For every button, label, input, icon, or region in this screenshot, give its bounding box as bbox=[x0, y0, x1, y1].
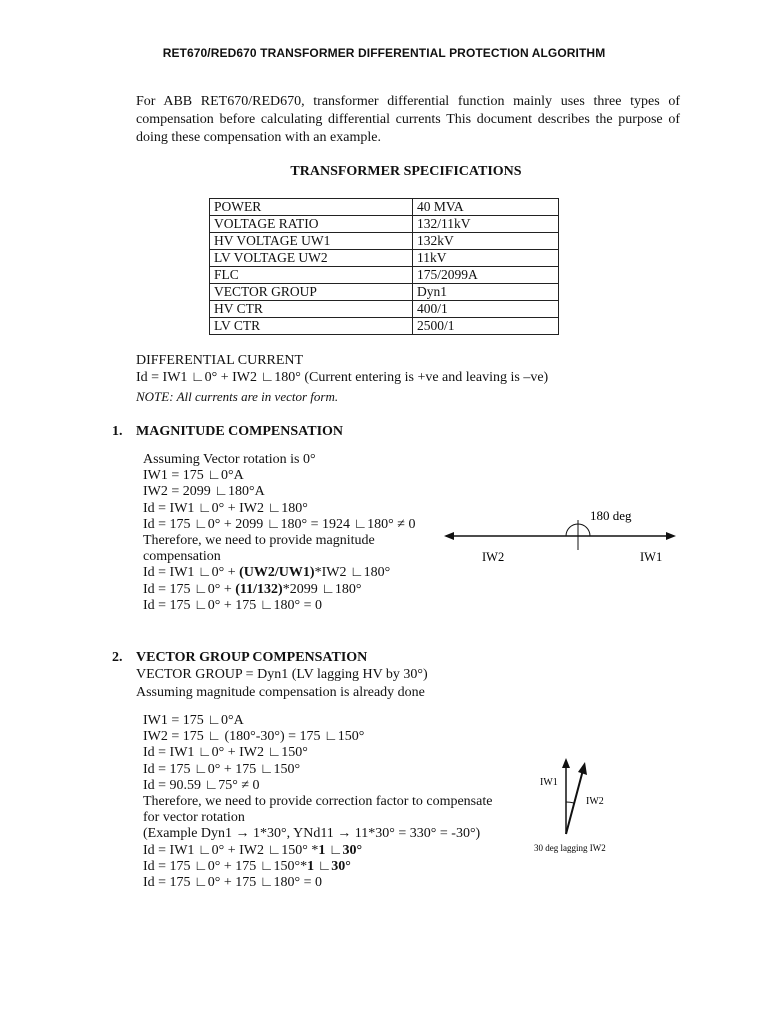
section2-line: Id = IW1 ∟0° + IW2 ∟150° bbox=[143, 745, 308, 761]
right-vector-label: IW1 bbox=[640, 550, 663, 564]
comp-a-bold: (UW2/UW1) bbox=[239, 565, 315, 581]
iw2-arrow-icon bbox=[578, 762, 587, 775]
section1-line: Id = 175 ∟0° + 2099 ∟180° = 1924 ∟180° ≠ 0 bbox=[143, 516, 416, 532]
diff-note: NOTE: All currents are in vector form. bbox=[136, 389, 339, 404]
section2-line: IW2 = 175 ∟ (180°-30°) = 175 ∟150° bbox=[143, 729, 365, 745]
spec-key: HV CTR bbox=[210, 301, 413, 318]
section2-sub1: VECTOR GROUP = Dyn1 (LV lagging HV by 30°) bbox=[136, 667, 428, 682]
corr-a-pre: Id = IW1 ∟0° + IW2 ∟150° * bbox=[143, 842, 319, 858]
lag-angle-arc bbox=[566, 802, 574, 803]
comp-a-post: *IW2 ∟180° bbox=[314, 565, 391, 581]
spec-key: HV VOLTAGE UW1 bbox=[210, 233, 413, 250]
section2-line: for vector rotation bbox=[143, 810, 245, 826]
table-row bbox=[210, 216, 559, 233]
spec-value: 400/1 bbox=[413, 301, 559, 318]
corr-a-bold: 1 ∟30° bbox=[318, 842, 363, 858]
table-row bbox=[210, 233, 559, 250]
section2-body bbox=[143, 713, 492, 891]
comp-b-post: *2099 ∟180° bbox=[282, 581, 362, 597]
table-row bbox=[210, 318, 559, 335]
magnitude-vector-diagram bbox=[440, 498, 680, 578]
lag-caption: 30 deg lagging IW2 bbox=[534, 843, 606, 853]
angle-label: 180 deg bbox=[590, 508, 632, 523]
table-row bbox=[210, 250, 559, 267]
iw1-label: IW1 bbox=[540, 777, 558, 788]
table-row bbox=[210, 284, 559, 301]
spec-key: FLC bbox=[210, 267, 413, 284]
section2-heading: VECTOR GROUP COMPENSATION bbox=[136, 650, 368, 665]
comp-a-pre: Id = IW1 ∟0° + bbox=[143, 565, 240, 581]
section1-comp-b bbox=[143, 582, 415, 598]
section2-number: 2. bbox=[112, 650, 123, 665]
section2-corr-a bbox=[143, 843, 492, 859]
section2-sub2: Assuming magnitude compensation is already done bbox=[136, 685, 425, 700]
section2-line: Id = 175 ∟0° + 175 ∟150° bbox=[143, 761, 301, 777]
section1-body bbox=[143, 452, 415, 614]
section2-line: Id = 90.59 ∟75° ≠ 0 bbox=[143, 777, 260, 793]
comp-b-bold: (11/132) bbox=[235, 581, 283, 597]
diff-formula: Id = IW1 ∟0° + IW2 ∟180° (Current entering is +ve and leaving is –ve) bbox=[136, 370, 549, 385]
left-vector-label: IW2 bbox=[482, 550, 505, 564]
spec-key: LV CTR bbox=[210, 318, 413, 335]
corr-b-bold: 1 ∟30° bbox=[307, 858, 351, 874]
iw1-arrow-icon bbox=[562, 758, 570, 768]
section1-number: 1. bbox=[112, 424, 123, 439]
spec-table bbox=[209, 198, 559, 335]
section2-line: (Example Dyn1 → 1*30°, YNd11 → 11*30° = 330° = -30°) bbox=[143, 826, 481, 842]
section1-line: compensation bbox=[143, 549, 221, 565]
comp-b-pre: Id = 175 ∟0° + bbox=[143, 581, 236, 597]
spec-value: 175/2099A bbox=[413, 267, 559, 284]
section2-corr-b bbox=[143, 859, 492, 875]
section1-heading: MAGNITUDE COMPENSATION bbox=[136, 424, 344, 439]
section1-result: Id = 175 ∟0° + 175 ∟180° = 0 bbox=[143, 597, 322, 613]
section2-line: IW1 = 175 ∟0°A bbox=[143, 713, 244, 728]
spec-key: VECTOR GROUP bbox=[210, 284, 413, 301]
spec-value: 132kV bbox=[413, 233, 559, 250]
corr-b-pre: Id = 175 ∟0° + 175 ∟150°* bbox=[143, 858, 308, 874]
spec-key: VOLTAGE RATIO bbox=[210, 216, 413, 233]
spec-value: 11kV bbox=[413, 250, 559, 267]
iw2-label: IW2 bbox=[586, 796, 604, 807]
section1-line: Therefore, we need to provide magnitude bbox=[143, 533, 375, 549]
spec-value: Dyn1 bbox=[413, 284, 559, 301]
table-row bbox=[210, 301, 559, 318]
arrow-left-icon bbox=[444, 532, 454, 540]
diff-heading: DIFFERENTIAL CURRENT bbox=[136, 353, 304, 368]
intro-paragraph: For ABB RET670/RED670, transformer differential function mainly uses three types of compensation before calculating differential currents This document describes the purpose of doing these compensation with an example. bbox=[136, 94, 680, 145]
vector-group-diagram bbox=[510, 752, 620, 862]
table-row bbox=[210, 199, 559, 216]
spec-heading: TRANSFORMER SPECIFICATIONS bbox=[290, 164, 522, 179]
section1-comp-a bbox=[143, 565, 415, 581]
section1-line: Assuming Vector rotation is 0° bbox=[143, 452, 316, 467]
document-title: RET670/RED670 TRANSFORMER DIFFERENTIAL PROTECTION ALGORITHM bbox=[162, 46, 606, 60]
section1-line: IW1 = 175 ∟0°A bbox=[143, 468, 244, 484]
spec-key: LV VOLTAGE UW2 bbox=[210, 250, 413, 267]
table-row bbox=[210, 267, 559, 284]
section2-line: Therefore, we need to provide correction factor to compensate bbox=[143, 794, 493, 810]
section1-line: IW2 = 2099 ∟180°A bbox=[143, 484, 265, 500]
spec-value: 132/11kV bbox=[413, 216, 559, 233]
spec-key: POWER bbox=[210, 199, 413, 216]
section1-line: Id = IW1 ∟0° + IW2 ∟180° bbox=[143, 500, 308, 516]
spec-value: 2500/1 bbox=[413, 318, 559, 335]
section2-result: Id = 175 ∟0° + 175 ∟180° = 0 bbox=[143, 875, 322, 891]
arrow-right-icon bbox=[666, 532, 676, 540]
spec-value: 40 MVA bbox=[413, 199, 559, 216]
